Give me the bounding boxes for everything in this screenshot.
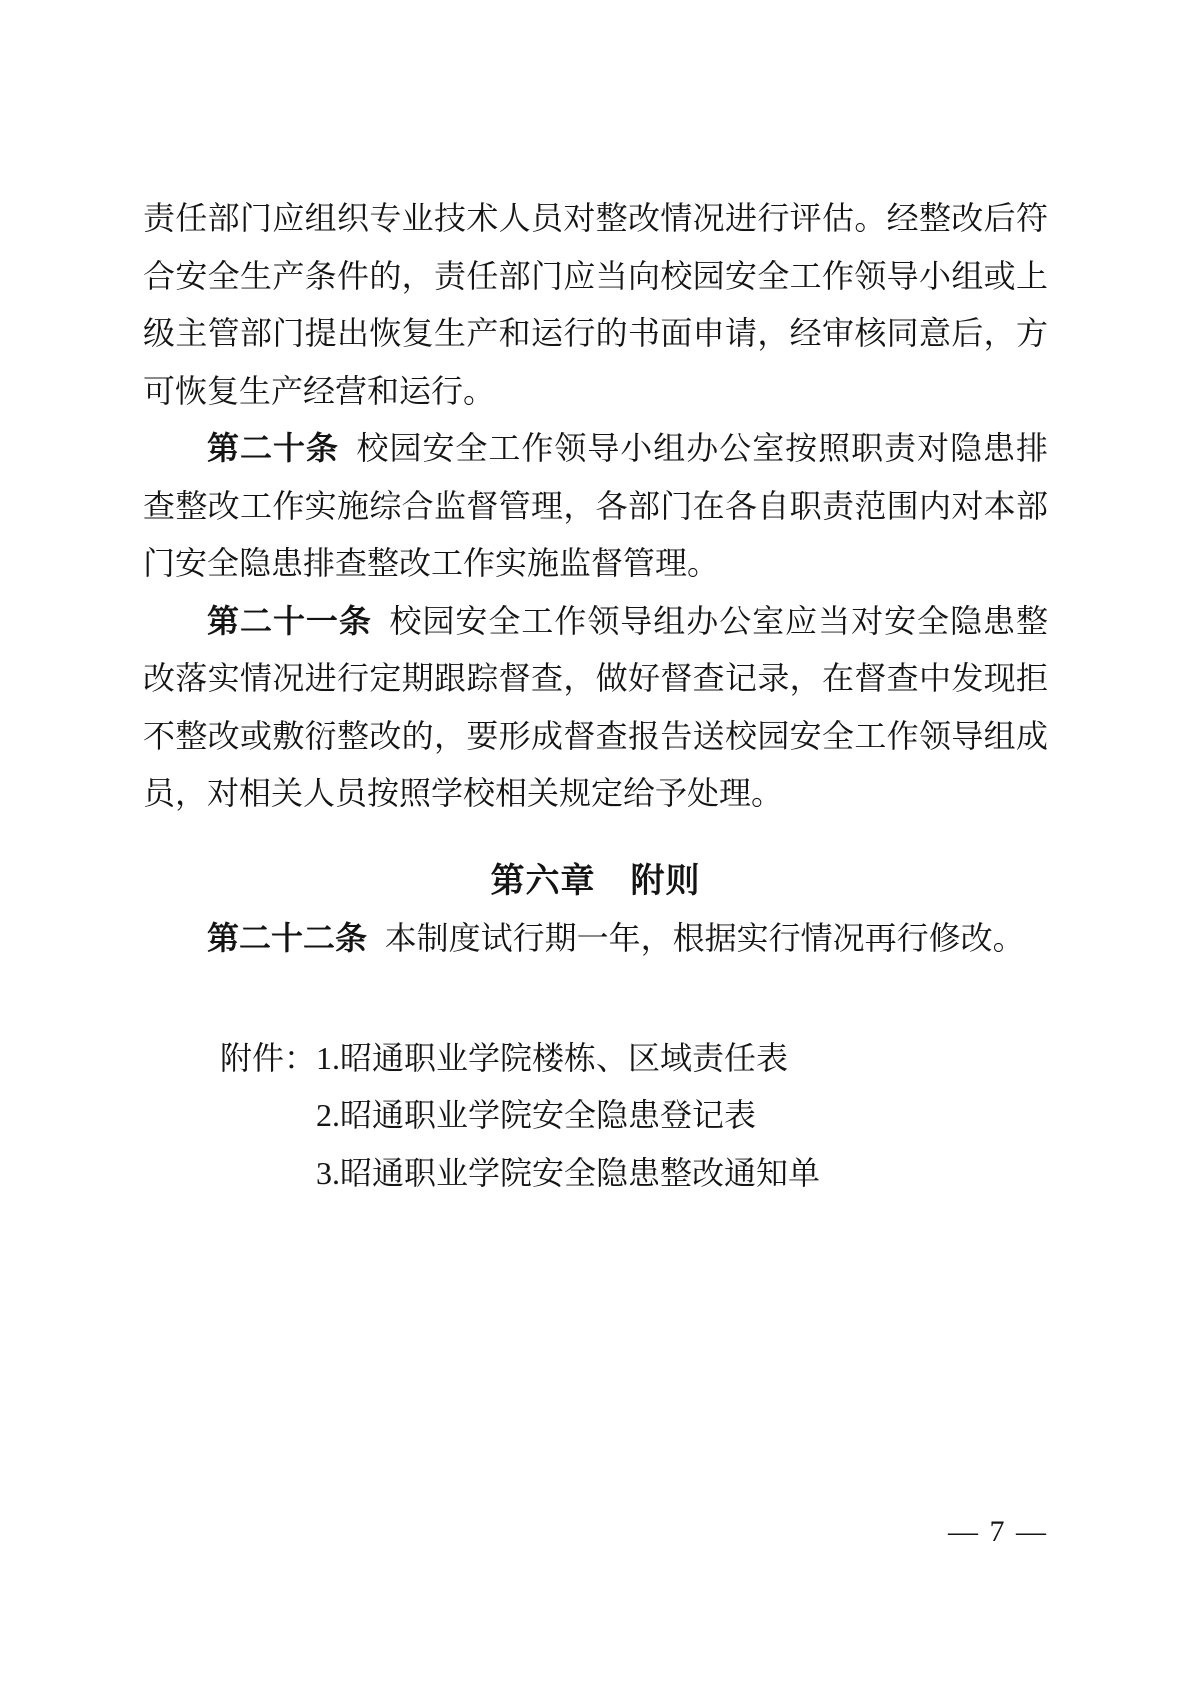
continuation-paragraph — [143, 190, 1048, 420]
article-21-text: 校园安全工作领导组办公室应当对安全隐患整改落实情况进行定期跟踪督查，做好督查记录，在督查中发现拒不整改或敷衍整改的，要形成督查报告送校园安全工作领导组成员，对相关人员按照学校相关规定给予处理。 — [143, 602, 1048, 811]
page-number: — 7 — — [948, 1515, 1048, 1548]
article-21-paragraph — [143, 593, 1048, 823]
article-22-text: 本制度试行期一年，根据实行情况再行修改。 — [384, 920, 1025, 956]
continuation-paragraph-text: 责任部门应组织专业技术人员对整改情况进行评估。经整改后符合安全生产条件的，责任部门应当向校园安全工作领导小组或上级主管部门提出恢复生产和运行的书面申请，经审核同意后，方可恢复生产经营和运行。 — [143, 200, 1048, 409]
document-body — [143, 190, 1048, 1202]
attachment-item-3: 3.昭通职业学院安全隐患整改通知单 — [316, 1154, 821, 1191]
article-22-number: 第二十二条 — [207, 920, 368, 956]
attachment-item-1: 1.昭通职业学院楼栋、区域责任表 — [316, 1039, 789, 1076]
attachments-label: 附件： — [220, 1039, 317, 1076]
attachment-item-2: 2.昭通职业学院安全隐患登记表 — [316, 1097, 757, 1133]
attachments-block — [143, 1030, 1048, 1203]
article-22-paragraph — [143, 910, 1048, 968]
article-21-number: 第二十一条 — [207, 602, 372, 639]
article-20-text: 校园安全工作领导小组办公室按照职责对隐患排查整改工作实施综合监督管理，各部门在各自职责范围内对本部门安全隐患排查整改工作实施监督管理。 — [143, 430, 1048, 581]
attachments-list — [316, 1030, 1048, 1203]
article-20-number: 第二十条 — [207, 430, 339, 466]
article-20-paragraph — [143, 420, 1048, 593]
chapter-6-heading: 第六章 附则 — [490, 861, 701, 900]
